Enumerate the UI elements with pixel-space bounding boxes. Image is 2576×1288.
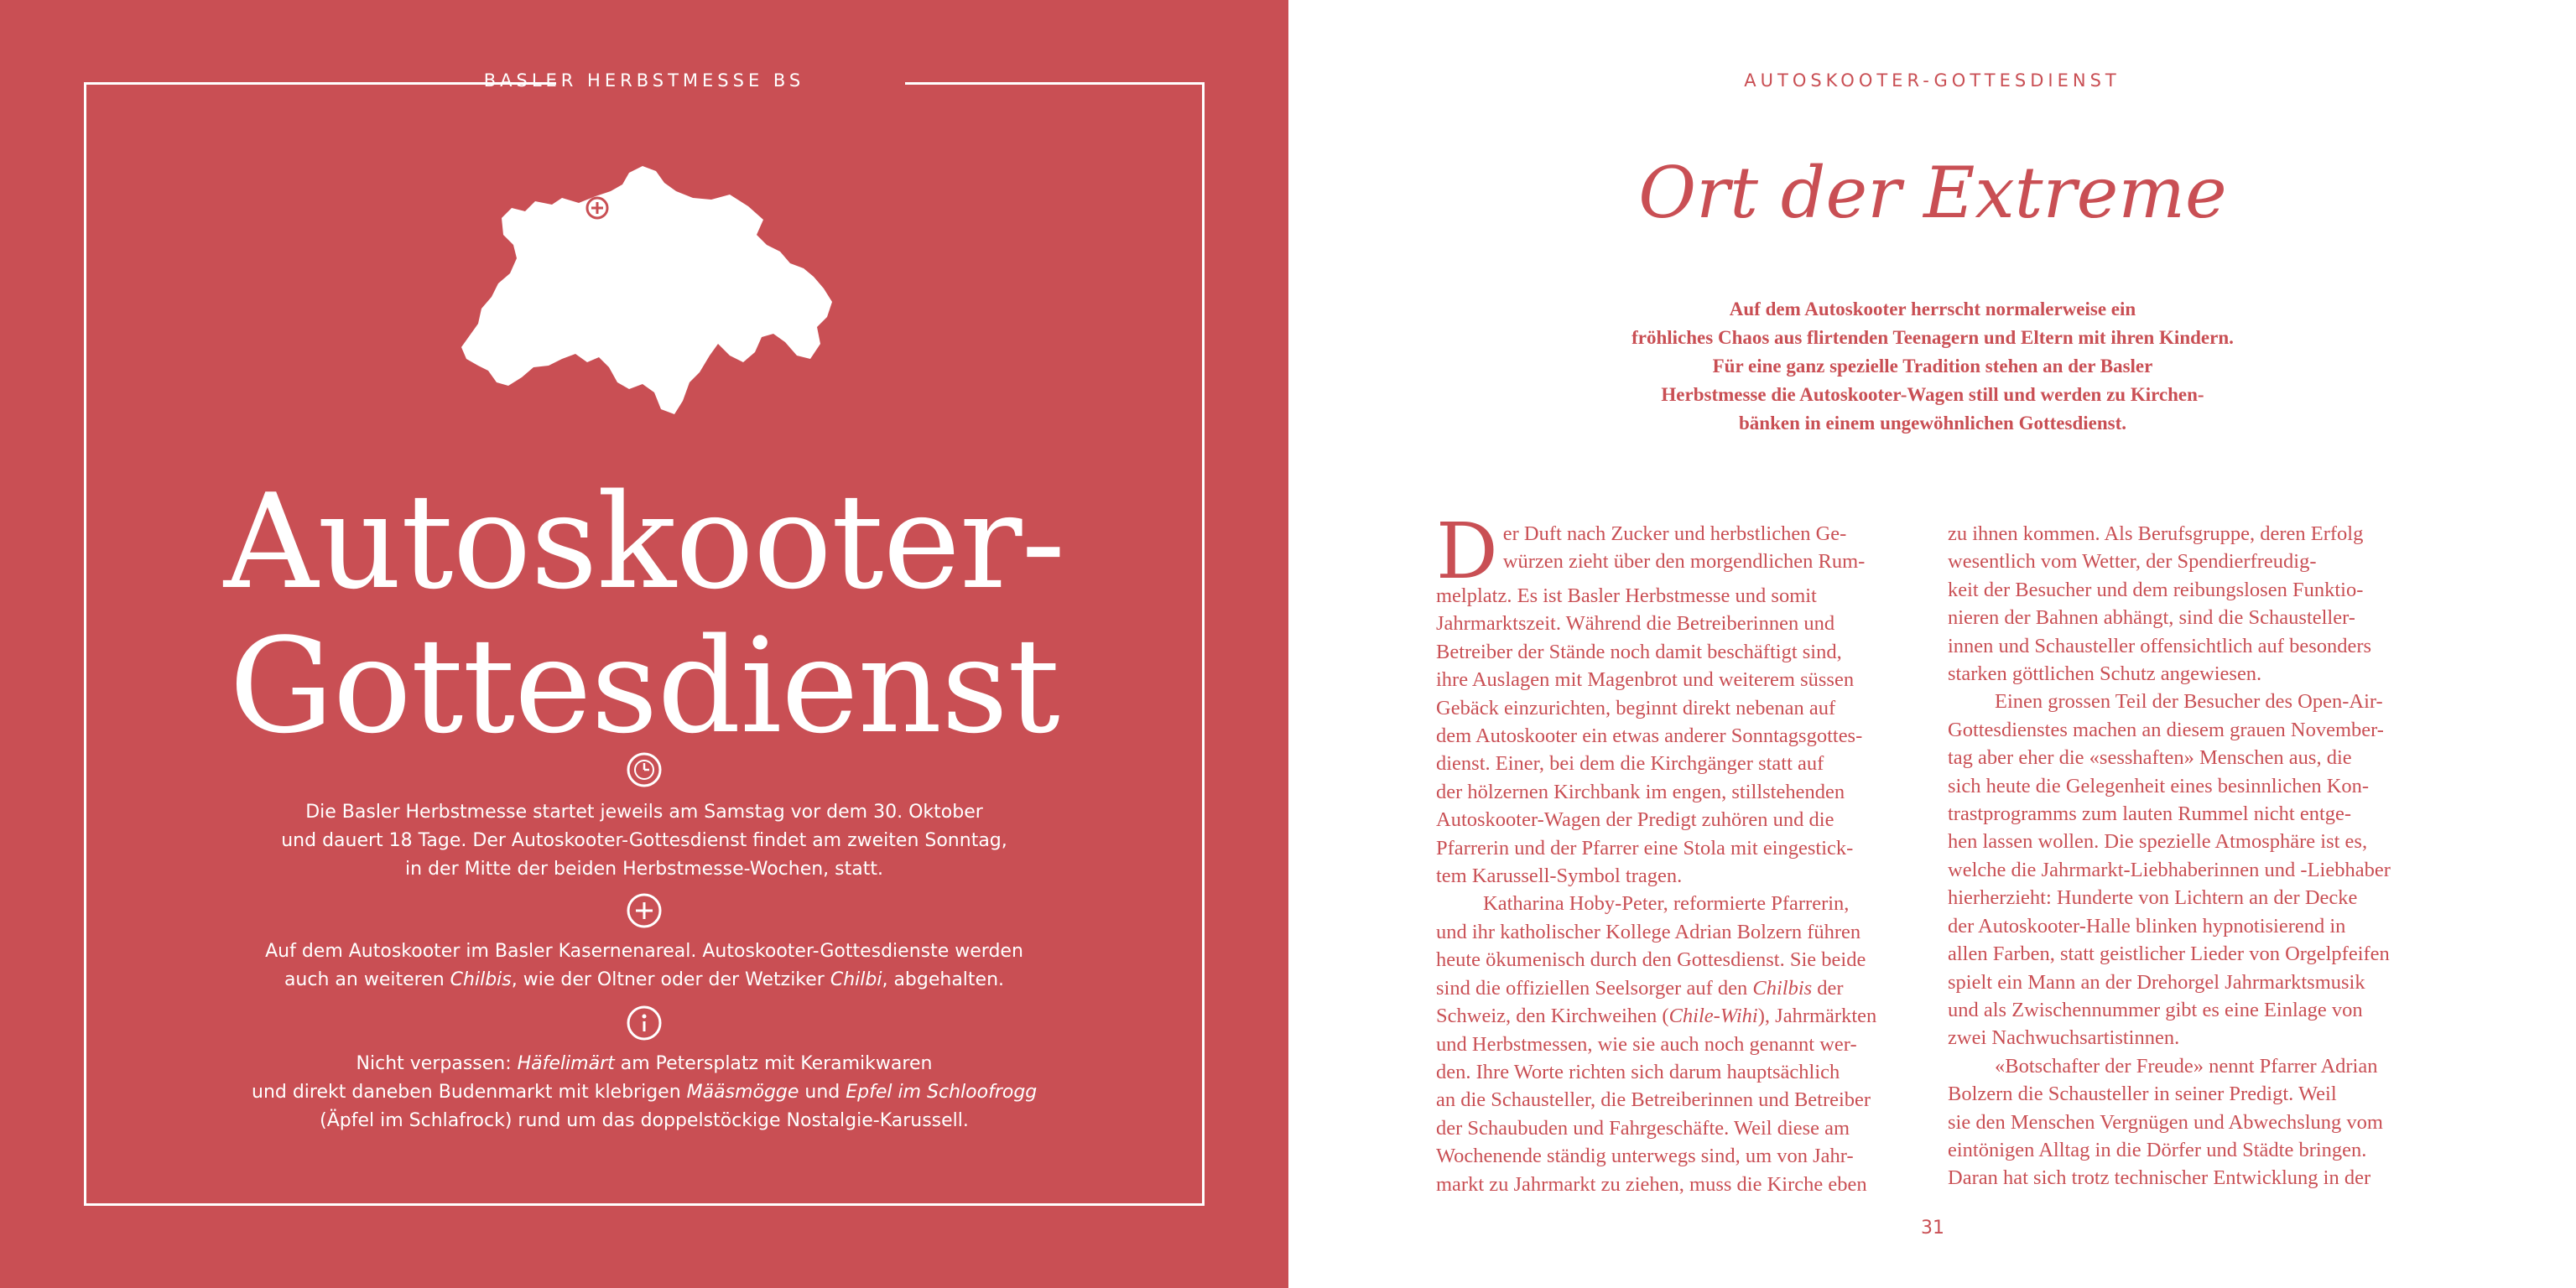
body-line: keit der Besucher und dem reibungslosen Funktio- bbox=[1948, 578, 2364, 601]
info-line: und dauert 18 Tage. Der Autoskooter-Gottesdienst findet am zweiten Sonntag, bbox=[281, 830, 1007, 851]
page-number: 31 bbox=[1921, 1218, 1944, 1239]
body-line: würzen zieht über den morgendlichen Rum- bbox=[1502, 550, 1866, 574]
info-line: (Äpfel im Schlafrock) rund um das doppelstöckige Nostalgie-Karussell. bbox=[320, 1110, 969, 1131]
body-line: Betreiber der Stände noch damit beschäftigt sind, bbox=[1436, 640, 1842, 663]
body-text-run: der bbox=[1812, 976, 1844, 1000]
lead-line: fröhliches Chaos aus flirtenden Teenagern und Eltern mit ihren Kindern. bbox=[1631, 327, 2234, 348]
lead-line: Für eine ganz spezielle Tradition stehen an der Basler bbox=[1712, 356, 2153, 377]
body-text-run: ), Jahrmärkten bbox=[1757, 1005, 1877, 1028]
body-line: und Herbstmessen, wie sie auch noch genannt wer- bbox=[1436, 1032, 1857, 1056]
body-line: und als Zwischennummer gibt es eine Einlage von bbox=[1948, 998, 2363, 1021]
body-line: heute ökumenisch durch den Gottesdienst. Sie beide bbox=[1436, 948, 1866, 972]
body-line: an die Schausteller, die Betreiberinnen und Betreiber bbox=[1436, 1088, 1871, 1112]
info-text-italic: Määsmögge bbox=[686, 1082, 799, 1103]
body-line: sich heute die Gelegenheit eines besinnlichen Kon- bbox=[1948, 774, 2370, 797]
body-line: Bolzern die Schausteller in seiner Predigt. Weil bbox=[1948, 1083, 2337, 1106]
info-text-run: und bbox=[799, 1082, 846, 1103]
info-text-run: , abgehalten. bbox=[882, 969, 1005, 990]
clock-icon bbox=[626, 751, 663, 788]
plus-circle-icon bbox=[626, 892, 663, 929]
body-line: markt zu Jahrmarkt zu ziehen, muss die Kirche eben bbox=[1436, 1172, 1867, 1196]
body-line: tem Karussell-Symbol tragen. bbox=[1436, 865, 1683, 888]
lead-line: Auf dem Autoskooter herrscht normalerweise ein bbox=[1729, 299, 2136, 319]
body-line: der Schaubuden und Fahrgeschäfte. Weil diese am bbox=[1436, 1116, 1850, 1140]
body-column-1 bbox=[1436, 506, 1906, 1198]
info-text-run: und direkt daneben Budenmarkt mit klebrigen bbox=[252, 1082, 687, 1103]
body-line: starken göttlichen Schutz angewiesen. bbox=[1948, 662, 2262, 686]
body-line: zu ihnen kommen. Als Berufsgruppe, deren Erfolg bbox=[1948, 522, 2364, 545]
article-lead bbox=[1493, 295, 2372, 438]
body-line: Pfarrerin und der Pfarrer eine Stola mit eingestick- bbox=[1436, 836, 1854, 860]
body-lines bbox=[1436, 582, 1906, 890]
body-line: dienst. Einer, bei dem die Kirchgänger statt auf bbox=[1436, 752, 1824, 776]
body-line: sie den Menschen Vergnügen und Abwechslung vom bbox=[1948, 1110, 2383, 1134]
info-text-run: auch an weiteren bbox=[284, 969, 450, 990]
title-line: Autoskooter- bbox=[223, 465, 1065, 618]
body-lines bbox=[1948, 716, 2417, 1052]
body-line bbox=[1436, 974, 1906, 1002]
info-text-italic: Chilbi bbox=[830, 969, 882, 990]
body-line: hen lassen wollen. Die spezielle Atmosphäre ist es, bbox=[1948, 830, 2368, 854]
body-line: Jahrmarktszeit. Während die Betreiberinnen und bbox=[1436, 612, 1835, 636]
body-line: ihre Auslagen mit Magenbrot und weiterem süssen bbox=[1436, 668, 1855, 692]
body-line: und ihr katholischer Kollege Adrian Bolzern führen bbox=[1436, 920, 1861, 943]
body-text-run: Schweiz, den Kirchweihen ( bbox=[1436, 1005, 1669, 1028]
article-headline: Ort der Extreme bbox=[1638, 152, 2227, 234]
body-line: spielt ein Mann an der Drehorgel Jahrmarktsmusik bbox=[1948, 970, 2365, 994]
body-lines bbox=[1948, 1080, 2417, 1192]
info-text-italic: Häfelimärt bbox=[517, 1053, 615, 1074]
body-text-run: sind die offiziellen Seelsorger auf den bbox=[1436, 976, 1753, 1000]
info-line bbox=[252, 966, 1037, 995]
body-line: melplatz. Es ist Basler Herbstmesse und somit bbox=[1436, 584, 1817, 607]
info-block-dates bbox=[252, 798, 1037, 884]
lead-line: bänken in einem ungewöhnlichen Gottesdienst. bbox=[1739, 413, 2126, 434]
left-title bbox=[0, 465, 1288, 762]
body-line: der Autoskooter-Halle blinken hypnotisierend in bbox=[1948, 914, 2346, 937]
info-line bbox=[252, 1078, 1037, 1107]
title-line: Gottesdienst bbox=[229, 610, 1059, 762]
body-line: trastprogramms zum lauten Rummel nicht entge- bbox=[1948, 802, 2352, 826]
body-line: Wochenende ständig unterwegs sind, um von Jahr- bbox=[1436, 1145, 1854, 1168]
switzerland-map-icon bbox=[445, 158, 847, 426]
info-block-tips bbox=[252, 1050, 1037, 1135]
body-column-2 bbox=[1948, 520, 2417, 1192]
info-circle-icon bbox=[626, 1005, 663, 1041]
body-line: er Duft nach Zucker und herbstlichen Ge- bbox=[1502, 522, 1847, 545]
body-line: Daran hat sich trotz technischer Entwicklung in der bbox=[1948, 1166, 2371, 1190]
body-line: tag aber eher die «sesshaften» Menschen aus, die bbox=[1948, 746, 2352, 770]
body-line: wesentlich vom Wetter, der Spendierfreudig- bbox=[1948, 550, 2317, 574]
left-kicker: BASLER HERBSTMESSE BS bbox=[483, 70, 805, 91]
body-line: den. Ihre Worte richten sich darum hauptsächlich bbox=[1436, 1060, 1840, 1083]
info-text-italic: Epfel im Schloofrogg bbox=[846, 1082, 1038, 1103]
info-line bbox=[252, 1050, 1037, 1078]
body-line: Gebäck einzurichten, beginnt direkt nebenan auf bbox=[1436, 696, 1836, 719]
body-lines bbox=[1948, 520, 2417, 688]
body-line: allen Farben, statt geistlicher Lieder von Orgelpfeifen bbox=[1948, 943, 2390, 966]
body-line: eintönigen Alltag in die Dörfer und Städte bringen. bbox=[1948, 1138, 2367, 1161]
right-kicker: AUTOSKOOTER-GOTTESDIENST bbox=[1744, 70, 2121, 91]
body-line: «Botschafter der Freude» nennt Pfarrer Adrian bbox=[1995, 1054, 2378, 1078]
body-line: dem Autoskooter ein etwas anderer Sonntagsgottes- bbox=[1436, 724, 1863, 748]
info-text-run: am Petersplatz mit Keramikwaren bbox=[614, 1053, 933, 1074]
body-line: zwei Nachwuchsartistinnen. bbox=[1948, 1026, 2180, 1050]
info-line: Auf dem Autoskooter im Basler Kasernenareal. Autoskooter-Gottesdienste werden bbox=[265, 941, 1023, 962]
body-lines bbox=[1436, 1031, 1906, 1198]
info-text-italic: Chilbis bbox=[450, 969, 512, 990]
body-line: hierherzieht: Hunderte von Lichtern an der Decke bbox=[1948, 886, 2358, 910]
info-line: Die Basler Herbstmesse startet jeweils am Samstag vor dem 30. Oktober bbox=[305, 802, 983, 823]
body-line: nieren der Bahnen abhängt, sind die Schausteller- bbox=[1948, 606, 2355, 630]
body-line bbox=[1436, 1002, 1906, 1030]
body-line: Katharina Hoby-Peter, reformierte Pfarrerin, bbox=[1483, 892, 1850, 916]
body-line: Autoskooter-Wagen der Predigt zuhören und die bbox=[1436, 808, 1834, 832]
info-line: in der Mitte der beiden Herbstmesse-Wochen, statt. bbox=[405, 859, 883, 880]
body-line: Einen grossen Teil der Besucher des Open-Air- bbox=[1995, 690, 2383, 714]
info-block-location bbox=[252, 937, 1037, 995]
body-line: der hölzernen Kirchbank im engen, stillstehenden bbox=[1436, 780, 1845, 803]
info-text-run: Nicht verpassen: bbox=[356, 1053, 518, 1074]
info-text-run: , wie der Oltner oder der Wetziker bbox=[511, 969, 830, 990]
body-line: Gottesdienstes machen an diesem grauen November- bbox=[1948, 718, 2384, 741]
lead-line: Herbstmesse die Autoskooter-Wagen still und werden zu Kirchen- bbox=[1661, 384, 2204, 405]
body-text-italic: Chile-Wihi bbox=[1668, 1005, 1758, 1028]
body-text-italic: Chilbis bbox=[1752, 976, 1813, 1000]
body-line: welche die Jahrmarkt-Liebhaberinnen und -Liebhaber bbox=[1948, 858, 2391, 881]
body-line: innen und Schausteller offensichtlich auf besonders bbox=[1948, 634, 2372, 657]
drop-cap: D bbox=[1436, 506, 1498, 596]
